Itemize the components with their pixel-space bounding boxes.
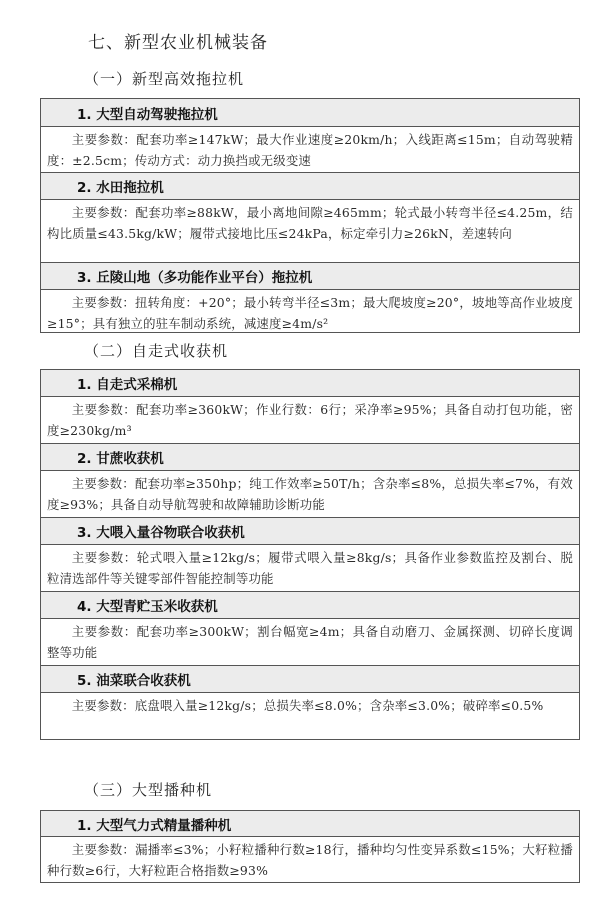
item-params: 主要参数：配套功率≥300kW；割台幅宽≥4m；具备自动磨刀、金属探测、切碎长度调整等功能 <box>47 624 573 660</box>
item-title: 3. 丘陵山地（多功能作业平台）拖拉机 <box>41 262 579 290</box>
section-title: （一）新型高效拖拉机 <box>84 70 245 88</box>
item-title: 1. 大型自动驾驶拖拉机 <box>41 98 579 127</box>
section-table <box>40 810 580 883</box>
item-title: 5. 油菜联合收获机 <box>41 665 579 693</box>
section-title: （二）自走式收获机 <box>84 342 229 360</box>
item-title: 2. 甘蔗收获机 <box>41 443 579 471</box>
chapter-title: 七、新型农业机械装备 <box>88 33 268 53</box>
section-table <box>40 98 580 333</box>
item-params: 主要参数：底盘喂入量≥12kg/s；总损失率≤8.0%；含杂率≤3.0%；破碎率≤0.5% <box>41 693 579 740</box>
item-params: 主要参数：配套功率≥360kW；作业行数：6行；采净率≥95%；具备自动打包功能，密度≥230kg/m³ <box>47 402 573 438</box>
section-title: （三）大型播种机 <box>84 781 213 799</box>
section-table <box>40 369 580 740</box>
item-title: 4. 大型青贮玉米收获机 <box>41 591 579 619</box>
item-title: 1. 自走式采棉机 <box>41 369 579 397</box>
item-params: 主要参数：扭转角度：+20°；最小转弯半径≤3m；最大爬坡度≥20°，坡地等高作业坡度≥15°；具有独立的驻车制动系统，减速度≥4m/s² <box>41 290 579 333</box>
item-params: 主要参数：配套功率≥88kW，最小离地间隙≥465mm；轮式最小转弯半径≤4.25m，结构比质量≤43.5kg/kW；履带式接地比压≤24kPa，标定牵引力≥26kN，差速转向 <box>47 205 573 241</box>
item-params: 主要参数：配套功率≥147kW；最大作业速度≥20km/h；入线距离≤15m；自动驾驶精度：±2.5cm；传动方式：动力换挡或无级变速 <box>47 132 573 168</box>
item-title: 2. 水田拖拉机 <box>41 172 579 200</box>
item-params: 主要参数：漏播率≤3%；小籽粒播种行数≥18行，播种均匀性变异系数≤15%；大籽粒播种行数≥6行，大籽粒距合格指数≥93% <box>41 837 579 883</box>
item-params: 主要参数：配套功率≥350hp；纯工作效率≥50T/h；含杂率≤8%，总损失率≤7%，有效度≥93%；具备自动导航驾驶和故障辅助诊断功能 <box>47 476 573 512</box>
item-params: 主要参数：轮式喂入量≥12kg/s；履带式喂入量≥8kg/s；具备作业参数监控及割台、脱粒清选部件等关键零部件智能控制等功能 <box>47 550 573 586</box>
item-title: 3. 大喂入量谷物联合收获机 <box>41 517 579 545</box>
item-title: 1. 大型气力式精量播种机 <box>41 810 579 837</box>
